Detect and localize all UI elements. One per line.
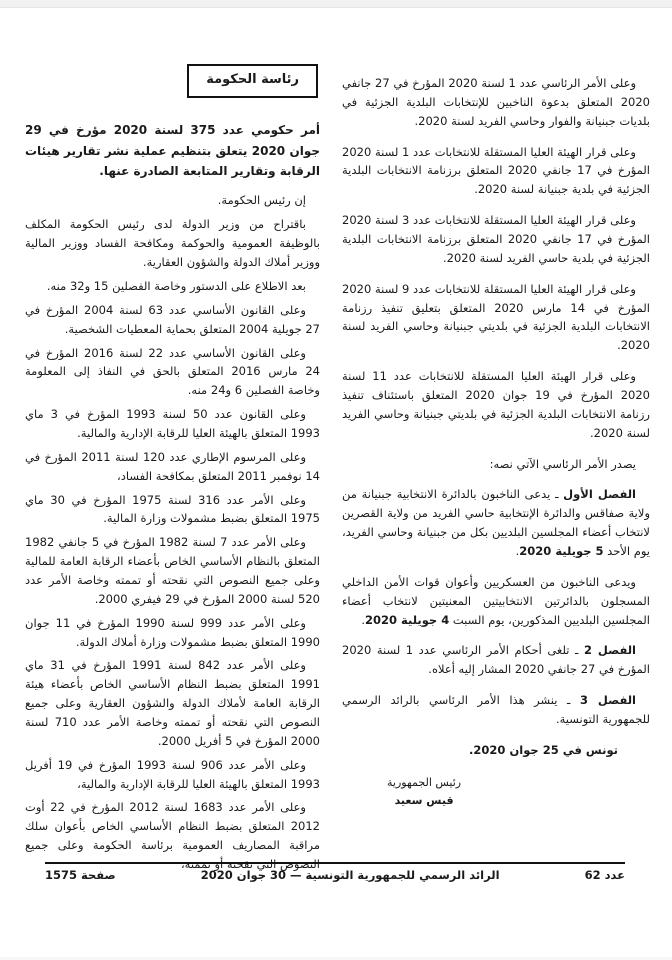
- scan-edge-top: [0, 0, 672, 8]
- right-column-paragraphs: [342, 74, 650, 760]
- paragraph: وعلى القانون الأساسي عدد 22 لسنة 2016 المؤرخ في 24 مارس 2016 المتعلق بالحق في النفاذ إلى المعلومة وخاصة الفصلين 6 و24 منه.: [25, 345, 320, 398]
- decree-title: أمر حكومي عدد 375 لسنة 2020 مؤرخ في 29 جوان 2020 يتعلق بتنظيم عملية نشر تقارير هيئات الرقابة وتقارير المتابعة الصادرة عنها.: [25, 123, 320, 179]
- paragraph: وعلى قرار الهيئة العليا المستقلة للانتخابات عدد 1 لسنة 2020 المؤرخ في 17 جانفي 2020 المتعلق برزنامة الانتخابات البلدية الجزئية في بلدية جبنيانة لسنة 2020.: [342, 144, 650, 197]
- journal-title-date: الرائد الرسمي للجمهورية التونسية — 30 جوان 2020: [200, 868, 500, 882]
- paragraph: وعلى الأمر عدد 842 لسنة 1991 المؤرخ في 31 ماي 1991 المتعلق بضبط النظام الأساسي الخاص بأعضاء هيئة الرقابة العامة لأملاك الدولة والشؤون العقارية وعلى جميع النصوص التي نقحته أو تممته وخاصة الأمر عدد 710 لسنة 2000 المؤرخ في 5 أفريل 2000.: [25, 658, 320, 748]
- paragraph: باقتراح من وزير الدولة لدى رئيس الحكومة المكلف بالوظيفة العمومية والحوكمة ومكافحة الفساد ووزير المالية ووزير أملاك الدولة والشؤون العقارية.: [25, 217, 320, 270]
- signature-block: [387, 774, 461, 810]
- paragraph: وعلى المرسوم الإطاري عدد 120 لسنة 2011 المؤرخ في 14 نوفمبر 2011 المتعلق بمكافحة الفساد،: [25, 449, 320, 483]
- paragraph: وعلى الأمر عدد 316 لسنة 1975 المؤرخ في 30 ماي 1975 المتعلق بضبط مشمولات وزارة المالية.: [25, 492, 320, 526]
- paragraph: إن رئيس الحكومة.: [217, 193, 306, 208]
- paragraph: تونس في 25 جوان 2020.: [469, 742, 618, 757]
- section-header-label: رئاسة الحكومة: [206, 72, 299, 87]
- paragraph: ويدعى الناخبون من العسكريين وأعوان قوات الأمن الداخلي المسجلون بالدائرتين الانتخابيتين المعنيتين لانتخاب أعضاء المجلسين البلديين المذكورين، يوم السبت 4 جويلية 2020.: [342, 574, 650, 627]
- paragraph: وعلى الأمر عدد 1683 لسنة 2012 المؤرخ في 22 أوت 2012 المتعلق بضبط النظام الأساسي الخاص بأعوان سلك مراقبة المصاريف العمومية برئاسة الحكومة وعلى جميع النصوص التي نقحته أو تممته،: [25, 800, 320, 871]
- footer-rule: [45, 862, 625, 864]
- paragraph: الفصل 2 ـ تلغى أحكام الأمر الرئاسي عدد 1 لسنة 2020 المؤرخ في 27 جانفي 2020 المشار إليه أعلاه.: [342, 643, 650, 677]
- section-header-box: [187, 64, 318, 98]
- page-number: صفحة 1575: [45, 868, 116, 882]
- paragraph: وعلى الأمر عدد 7 لسنة 1982 المؤرخ في 5 جانفي 1982 المتعلق بالنظام الأساسي الخاص بأعضاء الرقابة العامة للمالية وعلى جميع النصوص التي نقحته أو تممته وخاصة الأمر عدد 520 لسنة 2000 المؤرخ في 29 فيفري 2000.: [25, 535, 320, 606]
- paragraph: وعلى الأمر الرئاسي عدد 1 لسنة 2020 المؤرخ في 27 جانفي 2020 المتعلق بدعوة الناخبين للإنتخابات البلدية الجزئية في بلديات جبنيانة والفوار وحاسي الفريد لسنة 2020.: [342, 76, 650, 128]
- paragraph: الفصل 3 ـ ينشر هذا الأمر الرئاسي بالرائد الرسمي للجمهورية التونسية.: [342, 693, 650, 727]
- two-column-content: [25, 60, 650, 879]
- signature-name: قيس سعيد: [394, 794, 454, 808]
- footer-row: [45, 868, 625, 882]
- paragraph: بعد الاطلاع على الدستور وخاصة الفصلين 15 و32 منه.: [46, 278, 306, 293]
- paragraph: الفصل الأول ـ يدعى الناخبون بالدائرة الانتخابية جبنيانة من ولاية صفاقس والدائرة الإنتخابية حاسي الفريد من ولاية القصرين لانتخاب أعضاء المجلسين البلديين بكل من جبنيانة وحاسي الفريد، يوم الأحد 5 جويلية 2020.: [342, 487, 650, 559]
- paragraph: وعلى القانون الأساسي عدد 63 لسنة 2004 المؤرخ في 27 جويلية 2004 المتعلق بحماية المعطيات الشخصية.: [25, 302, 320, 336]
- paragraph: وعلى قرار الهيئة العليا المستقلة للانتخابات عدد 9 لسنة 2020 المؤرخ في 14 مارس 2020 المتعلق بتعليق تنفيذ رزنامة الانتخابات البلدية الجزئية في بلديتي جبنيانة وحاسي الفريد لسنة 2020.: [342, 281, 650, 353]
- right-column: [342, 60, 650, 810]
- left-column: [25, 60, 320, 879]
- paragraph: وعلى قرار الهيئة العليا المستقلة للانتخابات عدد 11 لسنة 2020 المؤرخ في 19 جوان 2020 المتعلق باستئناف تنفيذ رزنامة الانتخابات البلدية الجزئية في بلديتي جبنيانة وحاسي الفريد لسنة 2020.: [342, 369, 650, 440]
- left-column-paragraphs: [25, 191, 320, 873]
- paragraph: يصدر الأمر الرئاسي الآتي نصه:: [489, 456, 636, 471]
- paragraph: وعلى الأمر عدد 906 لسنة 1993 المؤرخ في 19 أفريل 1993 المتعلق بالهيئة العليا للرقابة الإدارية والمالية،: [25, 757, 320, 791]
- paragraph: وعلى قرار الهيئة العليا المستقلة للانتخابات عدد 3 لسنة 2020 المؤرخ في 17 جانفي 2020 المتعلق برزنامة الانتخابات البلدية الجزئية في بلدية حاسي الفريد لسنة 2020.: [342, 213, 650, 265]
- paragraph: وعلى القانون عدد 50 لسنة 1993 المؤرخ في 3 ماي 1993 المتعلق بالهيئة العليا للرقابة الإدارية والمالية.: [25, 407, 320, 440]
- paragraph: وعلى الأمر عدد 999 لسنة 1990 المؤرخ في 11 جوان 1990 المتعلق بضبط مشمولات وزارة أملاك الدولة.: [25, 615, 320, 649]
- issue-number: عدد 62: [584, 868, 625, 882]
- page-footer: [0, 862, 672, 882]
- signature-title: رئيس الجمهورية: [387, 775, 462, 789]
